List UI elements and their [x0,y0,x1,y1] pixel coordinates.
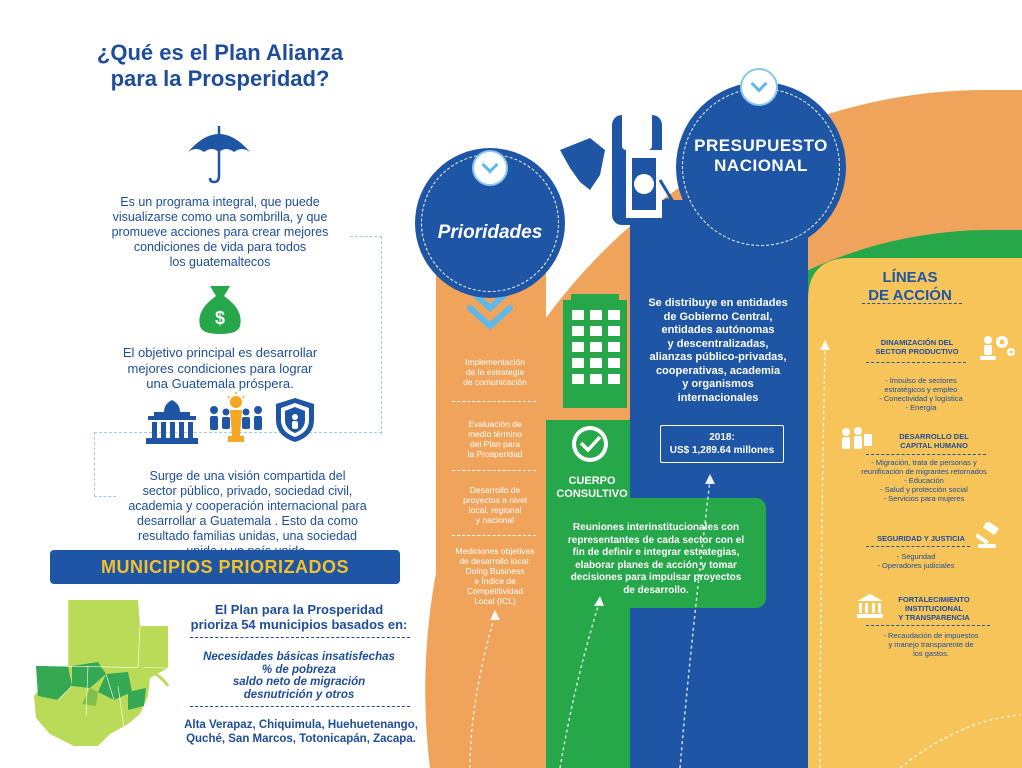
vision-line: academia y cooperación internacional para [128,499,367,513]
linea-heading-line: INSTITUCIONAL [905,604,963,613]
plan-line: prioriza 54 municipios basados en: [190,617,408,632]
prioridad-line: del Plan para [469,439,521,449]
budget-box [660,425,784,463]
consultivo-line: de desarrollo. [623,584,689,596]
government-building-icon [144,398,200,446]
check-icon [572,426,608,462]
shield-icon [274,396,316,444]
linea-body-line: - Energía [905,403,937,412]
plan-summary [186,602,412,632]
consultivo-line: elaborar planes de acción y tomar [575,559,737,571]
prioridad-line: proyectos a nivel [463,495,527,505]
human-capital-icon [838,426,874,452]
title-line-1: ¿Qué es el Plan Alianza [96,40,344,65]
gavel-icon [976,522,1002,550]
linea-heading-line: DINAMIZACIÓN DEL [880,338,954,347]
divider [866,625,990,626]
presupuesto-line: y descentralizadas, [667,337,769,350]
prioridad-line: medio término [468,429,522,439]
vision-line: sector público, privado, sociedad civil, [142,484,353,498]
divider [190,706,410,707]
presupuesto-line: de Gobierno Central, [663,310,773,323]
divider [452,535,536,536]
objective-text [90,345,350,392]
linea-heading [884,595,984,622]
objective-line: una Guatemala próspera. [146,376,294,391]
criteria-item: % de pobreza [261,663,337,676]
linea-body [866,631,996,658]
linea-body-line: - Operadores judiciales [877,561,955,570]
divider [452,401,536,402]
plan-line: El Plan para la Prosperidad [214,602,384,617]
connector-line [94,432,95,496]
budget-year: 2018: [709,432,735,443]
linea-body-line: - Imoulso de sectores [885,376,957,385]
intro-line: los guatemaltecos [169,255,271,269]
presupuesto-title-line: PRESUPUESTO [694,136,828,155]
intro-line: visualizarse como una sombrilla, y que [112,210,328,224]
prioridad-line: Evaluación de [468,419,522,429]
linea-heading-line: CAPITAL HUMANO [900,441,968,450]
linea-body-line: - Conectividad y logística [879,394,963,403]
prioridad-item [445,419,545,459]
prioridad-item [445,357,545,387]
consultivo-title-line: CONSULTIVO [556,488,628,500]
title-line-2: para la Prosperidad? [110,66,330,91]
presupuesto-title [676,136,846,176]
presupuesto-description [638,297,798,405]
divider [866,546,970,547]
divider [190,637,410,638]
prioridad-line: Competitividad [466,586,524,596]
linea-heading-line: Y TRANSPARENCIA [898,613,970,622]
linea-body-line: - Seguridad [896,552,936,561]
linea-body [856,552,976,570]
presupuesto-line: cooperativas, academia [655,364,781,377]
consultivo-description [553,522,759,597]
productive-sector-icon [978,332,1018,364]
prioridad-line: la Prosperidad [467,449,523,459]
vision-line: desarrollar a Guatemala . Esto da como [137,514,358,528]
consultivo-line: representantes de cada sector con el [567,534,745,546]
lineas-title-line: DE ACCIÓN [868,287,952,304]
presupuesto-chevron-icon [740,68,778,106]
departments-line: Alta Verapaz, Chiquimula, Huehuetenango, [184,719,418,731]
intro-line: Es un programa integral, que puede [120,195,320,209]
presupuesto-line: internacionales [677,391,759,404]
objective-line: El objetivo principal es desarrollar [122,345,318,360]
linea-body [836,458,1012,503]
divider [866,454,986,455]
presupuesto-column [630,200,808,768]
linea-body-line: - Migración, trata de personas y [871,458,977,467]
connector-line [350,236,382,237]
linea-body-line: - Recaudación de impuestos [883,631,979,640]
presupuesto-line: alianzas público-privadas, [649,351,787,363]
building-icon [563,294,627,408]
budget-amount: US$ 1,289.64 millones [669,445,775,456]
prioridad-line: Doing Business [465,566,525,576]
institution-icon [856,593,884,619]
linea-heading-line: SEGURIDAD Y JUSTICIA [876,534,966,543]
consultivo-line: fin de definir e integrar estrategias, [572,547,740,558]
presupuesto-title-line: NACIONAL [714,156,808,175]
prioridad-item [445,546,545,606]
linea-body-line: los gastos. [913,649,949,658]
linea-body-line: - Servicios para mujeres [883,494,965,503]
vision-line: Surge de una visión compartida del [149,469,346,483]
consultivo-title-line: CUERPO [568,475,616,487]
prioridad-line: e Índice de [474,576,516,586]
page-title [40,40,400,92]
criteria-item: Necesidades básicas insatisfechas [203,651,395,663]
divider [452,470,536,471]
criteria-item: saldo neto de migración [232,676,366,688]
departments-list [172,718,430,746]
prioridad-line: local, regional [468,505,522,515]
lineas-title [848,269,972,305]
presupuesto-line: entidades autónomas [661,324,775,336]
lineas-title-line: LÍNEAS [882,269,938,286]
prioridad-line: Mediciones objetivas [455,546,535,556]
linea-heading-line: FORTALECIMIENTO [898,595,970,604]
people-award-icon [206,392,266,446]
vision-text [105,469,390,559]
prioridad-item [445,485,545,525]
municipios-banner: MUNICIPIOS PRIORIZADOS [50,550,400,584]
linea-body-line: y manejo transparente de [888,640,974,649]
objective-line: mejores condiciones para lograr [127,360,313,376]
linea-body-line: - Salud y protección social [880,485,968,494]
presupuesto-line: Se distribuye en entidades [648,297,788,309]
prioridad-line: Local (ICL) [474,596,516,606]
linea-body-line: - Educación [904,476,944,485]
intro-text [70,195,370,270]
linea-heading [862,338,972,356]
departments-line: Quché, San Marcos, Totonicapán, Zacapa. [186,733,416,745]
divider [862,303,962,304]
guatemala-map [28,596,178,756]
linea-heading [874,432,994,450]
linea-heading [858,534,984,543]
consultivo-line: Reuniones interinstitucionales con [572,522,740,533]
prioridad-line: de la estrategia [465,367,525,377]
prioridades-chevron-icon [472,150,508,186]
intro-line: condiciones de vida para todos [133,240,307,254]
prioridad-line: Desarrollo de [469,485,521,495]
presupuesto-line: y organismos [682,378,754,390]
prioridad-line: y nacional [475,515,515,525]
linea-heading-line: SECTOR PRODUCTIVO [875,347,959,356]
prioridades-title: Prioridades [437,222,543,243]
consultivo-line: decisiones para impulsar proyectos [570,572,742,583]
vision-line: resultado familias unidas, una sociedad [138,529,357,543]
intro-line: promueve acciones para crear mejores [111,225,329,239]
divider [866,362,966,363]
criteria-item: desnutrición y otros [243,688,355,701]
linea-body-line: reunificación de migrantes retornados [861,467,987,476]
connector-line [381,236,382,434]
linea-heading-line: DESARROLLO DEL [899,432,969,441]
criteria-list [186,651,412,701]
hand-coin-icon [560,110,672,230]
prioridad-line: Implementación [464,357,525,367]
money-bag-icon [196,282,244,336]
prioridad-line: de desarrollo local: [459,556,531,566]
consultivo-title [542,475,642,501]
prioridad-line: de comunicación [463,377,527,387]
umbrella-icon [186,124,252,186]
svg-text:$: $ [214,308,226,328]
linea-body-line: estratégicos y empleo [884,385,958,394]
linea-body [856,376,986,412]
